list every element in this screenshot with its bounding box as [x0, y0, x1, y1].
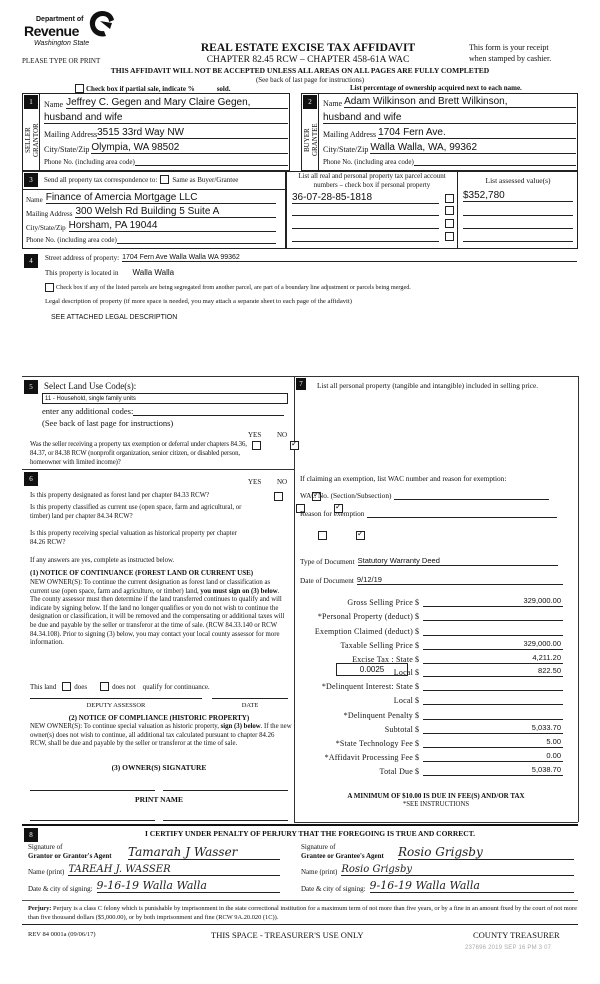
dollar-sign: $ — [415, 753, 419, 762]
affidavit-processing-fee-label: *Affidavit Processing Fee — [324, 753, 413, 762]
additional-codes-row — [42, 406, 284, 416]
exemption-no-checkbox[interactable] — [290, 441, 299, 450]
grantor-name-field[interactable]: TAREAH J. WASSER — [68, 864, 280, 876]
reason-row — [300, 509, 578, 518]
total-due-label: Total Due — [379, 767, 413, 776]
segregated-label: Check box if any of the listed parcels are being segregated from another parcel, are part of a boundary line adjustment or parcels being merged. — [56, 284, 411, 291]
owner-signature-line-2[interactable] — [163, 790, 288, 791]
partial-sale-checkbox[interactable] — [75, 84, 84, 93]
buyer-side-label: BUYER GRANTEE — [303, 123, 319, 157]
seller-name2-field[interactable]: husband and wife — [44, 112, 288, 124]
excise-tax-local-label: Local — [393, 668, 413, 677]
taxable-selling-price-field[interactable]: 329,000.00 — [423, 639, 563, 650]
notice1-title: (1) NOTICE OF CONTINUANCE (FOREST LAND OR CURRENT USE) — [30, 569, 254, 577]
seller-city-row — [44, 142, 288, 154]
owner-print-line-1[interactable] — [30, 820, 155, 821]
subtotal-row — [300, 720, 580, 734]
same-as-buyer-checkbox[interactable] — [160, 175, 169, 184]
grantee-date-label: Date & city of signing: — [301, 885, 366, 893]
buyer-phone-row — [323, 157, 576, 166]
assessor-date-label: DATE — [241, 702, 259, 709]
please-type: PLEASE TYPE OR PRINT — [22, 57, 101, 65]
buyer-phone-label: Phone No. (including area code) — [323, 158, 414, 166]
doc-type-label: Type of Document — [300, 557, 355, 566]
buyer-name-row — [323, 96, 576, 108]
personal-property-area[interactable] — [300, 405, 575, 470]
corr-city-label: City/State/Zip — [26, 224, 66, 232]
seller-name-field[interactable]: Jeffrey C. Gegen and Mary Claire Gegen, — [66, 97, 288, 109]
grantor-sig-label-1: Signature of — [28, 843, 63, 851]
section-2-badge: 2 — [303, 95, 317, 109]
parcel-row-2 — [292, 206, 454, 216]
assessed-value-2[interactable] — [463, 205, 573, 216]
does-label: does — [74, 682, 88, 691]
subtotal-label: Subtotal — [384, 725, 413, 734]
logo-line2: Revenue — [24, 23, 79, 39]
exemption-question: Was the seller receiving a property tax exemption or deferral under chapters 84.36, 84.37, or 84.38 RCW (nonprofit organization, senior citizen, or disabled person, homeowner with limited income)? — [30, 441, 247, 466]
seller-name2-row — [44, 112, 288, 124]
buyer-city-field[interactable]: Walla Walla, WA, 99362 — [370, 142, 576, 154]
perjury-note — [28, 904, 578, 922]
grantor-date-field[interactable]: 9-16-19 Walla Walla — [97, 879, 280, 893]
delinquent-penalty-field[interactable] — [423, 709, 563, 720]
land-use-select[interactable]: 11 - Household, single family units — [42, 393, 288, 404]
reason-field[interactable] — [367, 509, 557, 518]
parcel-number-1[interactable]: 36-07-28-85-1818 — [292, 192, 439, 204]
correspondence-label: Send all property tax correspondence to: — [44, 175, 158, 184]
does-not-checkbox[interactable] — [100, 682, 109, 691]
notice2-body — [30, 723, 292, 749]
reason-label: Reason for exemption — [300, 509, 365, 518]
correspondence-header-divider — [22, 189, 286, 190]
form-subtitle: CHAPTER 82.45 RCW – CHAPTER 458-61A WAC — [206, 55, 410, 65]
corr-city-row — [26, 220, 276, 232]
seller-address-field[interactable]: 3515 33rd Way NW — [97, 127, 288, 139]
additional-codes-label: enter any additional codes: — [42, 406, 134, 416]
land-use-no-header: NO — [277, 431, 288, 439]
grantor-name-label: Name (print) — [28, 868, 65, 876]
historic-yes-checkbox[interactable] — [318, 531, 327, 540]
doc-date-label: Date of Document — [300, 576, 354, 585]
parcel-number-2[interactable] — [292, 206, 439, 216]
assessed-value-4[interactable] — [463, 231, 573, 242]
corr-phone-label: Phone No. (including area code) — [26, 236, 117, 244]
affidavit-processing-fee-row — [300, 748, 580, 762]
if-yes-note: If any answers are yes, complete as instructed below. — [30, 557, 175, 564]
dollar-sign: $ — [415, 668, 419, 677]
print-name-label: PRINT NAME — [135, 795, 183, 804]
exemption-claimed-row — [300, 622, 580, 636]
seller-phone-field[interactable] — [135, 157, 288, 166]
seller-address-label: Mailing Address — [44, 130, 98, 139]
section-1-badge: 1 — [24, 95, 38, 109]
gross-selling-price-row — [300, 593, 580, 607]
state-technology-fee-label: *State Technology Fee — [335, 739, 413, 748]
section-4-badge: 4 — [24, 254, 38, 268]
seller-city-field[interactable]: Olympia, WA 98502 — [91, 142, 288, 154]
buyer-name2-row — [323, 112, 576, 124]
section-5-badge: 5 — [24, 380, 38, 394]
forest-land-yes-checkbox[interactable] — [274, 492, 283, 501]
delinquent-interest-local-label: Local — [393, 696, 413, 705]
forest-land-question: Is this property designated as forest land per chapter 84.33 RCW? — [30, 492, 210, 499]
grantor-date-row — [28, 879, 280, 893]
dollar-sign: $ — [415, 641, 419, 650]
wac-label: WAC No. (Section/Subsection) — [300, 491, 392, 500]
wac-row — [300, 491, 578, 500]
see-instructions: *SEE INSTRUCTIONS — [402, 801, 470, 808]
buyer-name-label: Name — [323, 99, 343, 108]
parcel-personal-checkbox-4[interactable] — [445, 232, 454, 241]
street-row — [45, 254, 577, 262]
dollar-sign: $ — [415, 725, 419, 734]
historic-question: Is this property receiving special valuation as historical property per chapter 84.26 RCW? — [30, 530, 237, 546]
notice2-title: (2) NOTICE OF COMPLIANCE (HISTORIC PROPERTY) — [68, 714, 250, 722]
dor-logo — [24, 10, 120, 52]
historic-no-checkbox[interactable] — [356, 531, 365, 540]
dollar-sign: $ — [415, 711, 419, 720]
assessed-value-1[interactable]: $352,780 — [463, 190, 573, 202]
grantor-sig-label-2: Grantor or Grantor's Agent — [28, 852, 112, 860]
buyer-address-row — [323, 127, 576, 139]
grantee-date-field[interactable]: 9-16-19 Walla Walla — [370, 879, 574, 893]
buyer-address-field[interactable]: 1704 Fern Ave. — [378, 127, 576, 139]
owner-signature-label: (3) OWNER(S) SIGNATURE — [111, 763, 207, 772]
partial-sale-suffix: sold. — [216, 84, 231, 93]
segregated-row — [45, 283, 411, 292]
land-use-see-back: (See back of last page for instructions) — [42, 418, 174, 428]
dollar-sign: $ — [415, 696, 419, 705]
parcel-row-1 — [292, 192, 454, 204]
street-label: Street address of property: — [45, 254, 120, 262]
perjury-text: Perjury is a class C felony which is punishable by imprisonment in the state correctional institution for a maximum term of not more than five years, or by a fine in an amount fixed by the court of not more than five thousand dollars ($5,000.00), or by both imprisonment and fine (RCW 9A.20.020 (1C)). — [28, 905, 577, 921]
seller-side-label: SELLER GRANTOR — [24, 123, 40, 157]
sec6-no-header: NO — [277, 478, 288, 486]
exemption-claimed-label: Exemption Claimed (deduct) — [314, 627, 413, 636]
certify-statement: I CERTIFY UNDER PENALTY OF PERJURY THAT THE FOREGOING IS TRUE AND CORRECT. — [144, 829, 475, 838]
excise-tax-local-row — [300, 663, 580, 677]
land-use-yes-header: YES — [248, 431, 262, 439]
personal-property-deduct-row — [300, 607, 580, 621]
located-field[interactable]: Walla Walla — [132, 268, 175, 277]
exemption-claimed-field[interactable] — [423, 625, 563, 636]
correspondence-header — [44, 175, 238, 184]
excise-tax-state-label: Excise Tax : State — [352, 655, 413, 664]
doc-date-field[interactable]: 9/12/19 — [357, 575, 563, 585]
mid-block-top-border — [22, 376, 578, 377]
street-field[interactable]: 1704 Fern Ave Walla Walla WA 99362 — [122, 254, 577, 262]
grantee-name-label: Name (print) — [301, 868, 338, 876]
state-technology-fee-row — [300, 734, 580, 748]
continuance-row — [30, 682, 210, 691]
partial-sale-row — [75, 84, 231, 93]
subtotal-field[interactable]: 5,033.70 — [423, 723, 563, 734]
current-use-question: Is this property classified as current use (open space, farm and agricultural, or timber) land per chapter 84.34 RCW? — [30, 504, 242, 520]
section-8-top-border — [22, 824, 578, 826]
grantee-sig-label — [301, 843, 384, 861]
mid-block-bottom-border — [294, 822, 578, 823]
notice2-body-b: . If the new owner(s) does not wish to continue, all additional tax calculated pursuant to chapter 84.26 RCW, shall be due and payable by the seller or transferor at the time of sale. — [30, 723, 292, 748]
assessor-date-line[interactable] — [212, 698, 288, 699]
buyer-city-label: City/State/Zip — [323, 145, 369, 154]
grantor-sig-label — [28, 843, 112, 861]
grantee-date-row — [301, 879, 574, 893]
legal-label: Legal description of property (if more space is needed, you may attach a separate sheet to each page of the affidavit) — [45, 298, 352, 305]
section-8-badge: 8 — [24, 828, 38, 842]
does-checkbox[interactable] — [62, 682, 71, 691]
corr-name-row — [26, 192, 276, 204]
seller-name-label: Name — [44, 100, 64, 109]
excise-tax-state-field[interactable]: 4,211.20 — [423, 653, 563, 664]
notice1-body-a: NEW OWNER(S): To continue the current designation as forest land or classification as current use (open space, farm and agriculture, or timber) land, — [30, 579, 271, 595]
excise-tax-local-field[interactable]: 822.50 — [423, 666, 563, 677]
section-7-badge: 7 — [296, 378, 306, 390]
delinquent-penalty-label: *Delinquent Penalty — [343, 711, 413, 720]
owner-signature-line-1[interactable] — [30, 790, 155, 791]
corr-phone-field[interactable] — [117, 235, 276, 244]
logo-line1: Department of — [36, 16, 84, 23]
buyer-phone-field[interactable] — [414, 157, 576, 166]
grantor-signature-field[interactable]: Tamarah J Wasser — [128, 846, 280, 860]
personal-property-deduct-label: *Personal Property (deduct) — [317, 612, 413, 621]
form-id: REV 84 0001a (09/06/17) — [28, 931, 96, 938]
buyer-name-field[interactable]: Adam Wilkinson and Brett Wilkinson, — [344, 96, 576, 108]
personal-property-deduct-field[interactable] — [423, 610, 563, 621]
affidavit-processing-fee-field[interactable]: 0.00 — [423, 751, 563, 762]
buyer-city-row — [323, 142, 576, 154]
corr-name-field[interactable]: Finance of Amercia Mortgage LLC — [46, 192, 276, 204]
delinquent-interest-state-row — [300, 677, 580, 691]
seller-phone-label: Phone No. (including area code) — [44, 158, 135, 166]
grantee-name-field[interactable]: Rosio Grigsby — [341, 864, 574, 876]
receipt-note-1: This form is your receipt — [469, 43, 549, 52]
segregated-checkbox[interactable] — [45, 283, 54, 292]
taxable-selling-price-row — [300, 636, 580, 650]
delinquent-penalty-row — [300, 706, 580, 720]
dollar-sign: $ — [415, 612, 419, 621]
minimum-note: A MINIMUM OF $10.00 IS DUE IN FEE(S) AND/OR TAX — [347, 792, 525, 800]
grantee-sig-label-2: Grantee or Grantee's Agent — [301, 852, 384, 860]
notice2-body-bold: sign (3) below — [220, 723, 261, 730]
does-not-label: does not — [112, 682, 136, 691]
doc-date-row — [300, 575, 578, 585]
exemption-claim-label: If claiming an exemption, list WAC number and reason for exemption: — [300, 474, 507, 483]
perjury-bold: Perjury: — [28, 905, 52, 912]
parcels-header-line1: List all real and personal property tax parcel account — [298, 172, 446, 180]
perjury-top-border — [22, 900, 578, 901]
parcels-header — [287, 172, 457, 190]
this-land-label: This land — [30, 682, 57, 691]
delinquent-interest-state-field[interactable] — [423, 680, 563, 691]
sec6-yes-header: YES — [248, 478, 262, 486]
deputy-assessor-line[interactable] — [30, 698, 202, 699]
legal-description[interactable]: SEE ATTACHED LEGAL DESCRIPTION — [51, 314, 178, 321]
treasurer-use-label: THIS SPACE - TREASURER'S USE ONLY — [211, 930, 364, 940]
delinquent-interest-local-field[interactable] — [423, 694, 563, 705]
receipt-note-2: when stamped by cashier. — [469, 54, 552, 63]
grantor-date-label: Date & city of signing: — [28, 885, 93, 893]
excise-tax-state-row — [300, 650, 580, 664]
qualify-label: qualify for continuance. — [142, 682, 210, 691]
gross-selling-price-label: Gross Selling Price — [347, 598, 413, 607]
notice1-body-b: . The county assessor must then determine if the land transferred continues to qualify and will indicate by signing below. If the land no longer qualifies or you do not wish to continue the designation or classification, it will be removed and the compensating or additional taxes will be due and payable by the seller or transferor at the time of sale. (RCW 84.33.140 or RCW 84.34.108). Prior to signing (3) below, you may contact your local county assessor for more information. — [30, 587, 285, 647]
total-due-row — [300, 762, 580, 776]
wac-field[interactable] — [394, 491, 549, 500]
parcel-personal-checkbox-1[interactable] — [445, 194, 454, 203]
parcel-personal-checkbox-3[interactable] — [445, 219, 454, 228]
state-technology-fee-field[interactable]: 5.00 — [423, 737, 563, 748]
perjury-bottom-border — [22, 924, 578, 925]
buyer-address-label: Mailing Address — [323, 130, 377, 139]
warning-banner: THIS AFFIDAVIT WILL NOT BE ACCEPTED UNLESS ALL AREAS ON ALL PAGES ARE FULLY COMPLETED — [110, 66, 490, 75]
dollar-sign: $ — [415, 767, 419, 776]
see-back-note: (See back of last page for instructions) — [255, 76, 365, 84]
seller-name-row — [44, 97, 288, 109]
exemption-yes-checkbox[interactable] — [252, 441, 261, 450]
deputy-assessor-label: DEPUTY ASSESSOR — [86, 702, 146, 709]
additional-codes-field[interactable] — [133, 407, 284, 416]
seller-phone-row — [44, 157, 288, 166]
seller-address-row — [44, 127, 288, 139]
form-title: REAL ESTATE EXCISE TAX AFFIDAVIT — [200, 42, 416, 54]
treasurer-stamp: 237696 2019 SEP 16 PM 3 07 — [465, 945, 552, 951]
same-as-buyer-label: Same as Buyer/Grantee — [172, 175, 239, 184]
parcel-number-3[interactable] — [292, 219, 439, 229]
located-label: This property is located in — [45, 269, 119, 277]
gross-selling-price-field[interactable]: 329,000.00 — [423, 596, 563, 607]
county-treasurer-label: COUNTY TREASURER — [473, 930, 560, 940]
doc-type-row — [300, 556, 578, 566]
section-3-badge: 3 — [24, 173, 38, 187]
grantee-sig-label-1: Signature of — [301, 843, 336, 851]
dollar-sign: $ — [415, 739, 419, 748]
notice1-body-bold: you must sign on (3) below — [200, 587, 278, 595]
grantee-name-row — [301, 864, 574, 876]
grantor-name-row — [28, 864, 280, 876]
located-row — [45, 268, 174, 277]
notice2-body-a: NEW OWNER(S): To continue special valuation as historic property, — [30, 723, 219, 730]
delinquent-interest-state-label: *Delinquent Interest: State — [321, 682, 413, 691]
doc-type-field[interactable]: Statutory Warranty Deed — [358, 556, 558, 566]
corr-phone-row — [26, 235, 276, 244]
parcels-header-line2: numbers – check box if personal property — [313, 181, 431, 189]
corr-address-label: Mailing Address — [26, 210, 73, 218]
assessed-header: List assessed value(s) — [485, 176, 551, 185]
notice1-body — [30, 579, 290, 648]
dollar-sign: $ — [415, 598, 419, 607]
local-rate-box[interactable]: 0.0025 — [336, 663, 408, 676]
parcel-number-4[interactable] — [292, 232, 439, 242]
dollar-sign: $ — [415, 627, 419, 636]
seller-city-label: City/State/Zip — [44, 145, 90, 154]
parcel-personal-checkbox-2[interactable] — [445, 206, 454, 215]
partial-sale-label: Check box if partial sale, indicate % — [86, 84, 195, 93]
section-6-top-border — [22, 469, 294, 470]
dollar-sign: $ — [415, 682, 419, 691]
corr-name-label: Name — [26, 196, 43, 204]
parcel-row-4 — [292, 232, 454, 242]
dor-swirl-icon — [88, 9, 116, 39]
corr-address-field[interactable]: 300 Welsh Rd Building 5 Suite A — [75, 206, 276, 218]
buyer-name2-field[interactable]: husband and wife — [323, 112, 576, 124]
personal-property-label: List all personal property (tangible and intangible) included in selling price. — [317, 381, 539, 390]
corr-city-field[interactable]: Horsham, PA 19044 — [69, 220, 276, 232]
grantee-signature-field[interactable]: Rosio Grigsby — [398, 846, 574, 860]
taxable-selling-price-label: Taxable Selling Price — [340, 641, 413, 650]
dollar-sign: $ — [415, 655, 419, 664]
ownership-note: List percentage of ownership acquired next to each name. — [350, 84, 522, 92]
delinquent-interest-local-row — [300, 691, 580, 705]
owner-print-line-2[interactable] — [163, 820, 288, 821]
corr-address-row — [26, 206, 276, 218]
section-6-badge: 6 — [24, 472, 38, 486]
land-use-label: Select Land Use Code(s): — [44, 381, 137, 391]
total-due-field[interactable]: 5,038.70 — [423, 765, 563, 776]
logo-line3: Washington State — [34, 40, 90, 47]
assessed-value-3[interactable] — [463, 218, 573, 229]
parcel-row-3 — [292, 219, 454, 229]
